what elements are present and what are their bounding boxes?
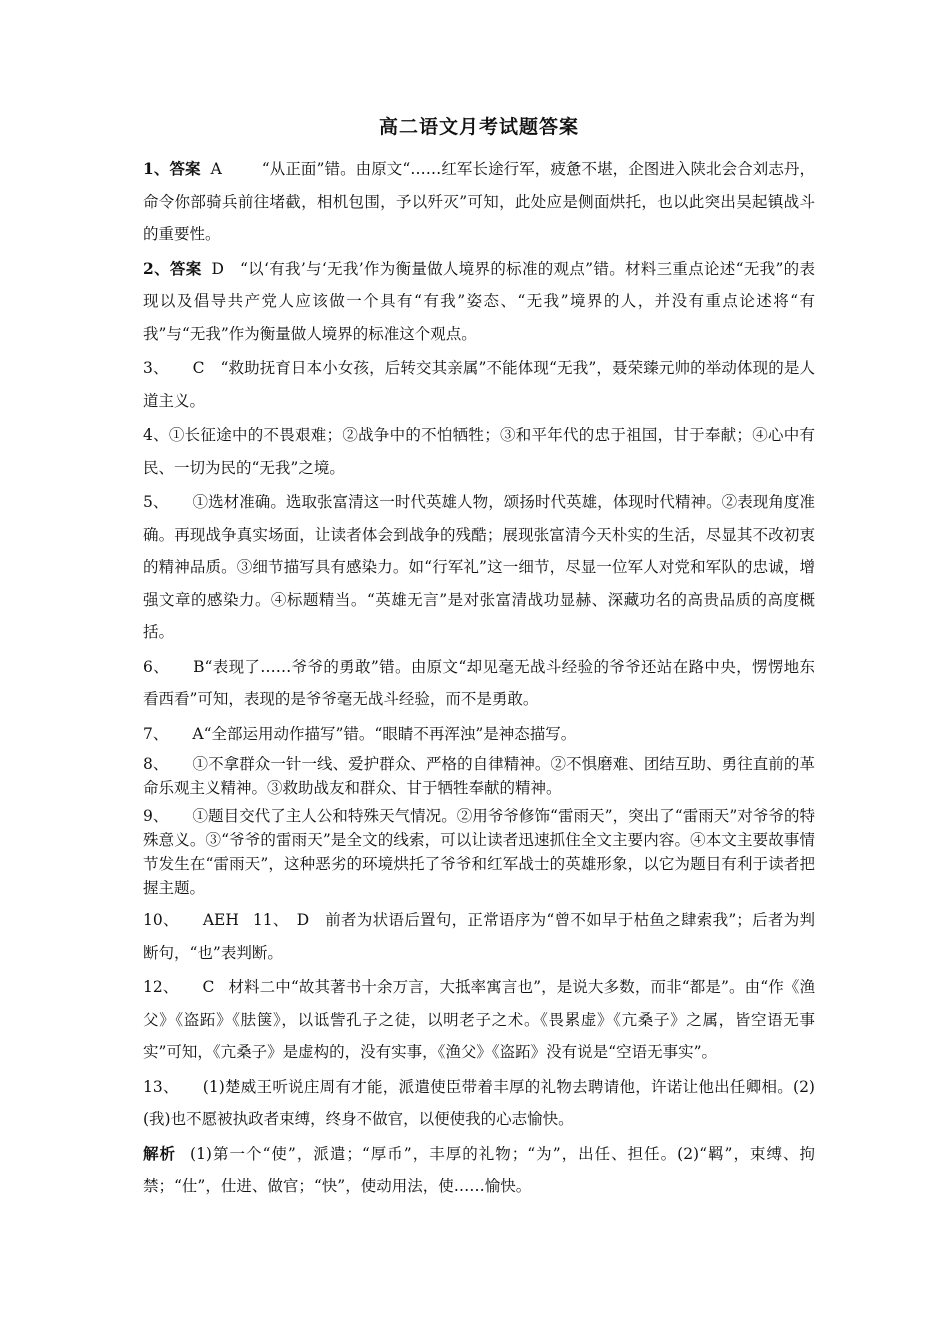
- answer-item-10-11: [143, 904, 815, 969]
- answer-item-13: [143, 1071, 815, 1136]
- answer-item-2: [143, 253, 815, 351]
- answer-sheet: [143, 112, 815, 1205]
- answer-text: ①长征途中的不畏艰难；②战争中的不怕牺牲；③和平年代的忠于祖国，甘于奉献；④心中有民、一切为民的“无我”之境。: [143, 426, 815, 477]
- page-title: 高二语文月考试题答案: [378, 116, 579, 138]
- item-number: 7、: [143, 724, 169, 743]
- answer-option: A: [192, 724, 204, 743]
- answer-text: ①选材准确。选取张富清这一时代英雄人物，颂扬时代英雄，体现时代精神。②表现角度准确。再现战争真实场面，让读者体会到战争的残酷；展现张富清今天朴实的生活，尽显其不改初衷的精神品质。③细节描写具有感染力。如“行军礼”这一细节，尽显一位军人对党和军队的忠诚，增强文章的感染力。④标题精当。“英雄无言”是对张富清战功显赫、深藏功名的高贵品质的高度概括。: [143, 493, 815, 641]
- answer-item-7: [143, 718, 815, 751]
- answer-item-1: [143, 153, 815, 251]
- answer-text: 材料二中“故其著书十余万言，大抵率寓言也”，是说大多数，而非“都是”。由“作《渔父》《盗跖》《胠箧》，以诋訾孔子之徒，以明老子之术。《畏累虚》《亢桑子》之属，皆空语无事实”可知，《亢桑子》是虚构的，没有实事，《渔父》《盗跖》没有说是“空语无事实”。: [143, 978, 815, 1061]
- analysis-label: 解析: [143, 1143, 177, 1163]
- answer-item-8: [143, 752, 815, 800]
- answer-item-5: [143, 486, 815, 649]
- answer-option: C: [192, 359, 205, 377]
- item-number: 9、: [143, 807, 169, 825]
- answer-text: ①不拿群众一针一线、爱护群众、严格的自律精神。②不惧磨难、团结互助、勇往直前的革命乐观主义精神。③救助战友和群众、甘于牺牲奉献的精神。: [143, 755, 815, 797]
- answer-item-3: [143, 352, 815, 417]
- answer-option: D: [211, 259, 224, 278]
- answer-text: “救助抚育日本小女孩，后转交其亲属”不能体现“无我”，聂荣臻元帅的举动体现的是人道主义。: [143, 359, 815, 410]
- answer-option: C: [202, 978, 215, 996]
- answer-text: 11、 D 前者为状语后置句，正常语序为“曾不如早于枯鱼之肆索我”；后者为判断句，“也”表判断。: [143, 911, 815, 962]
- answer-text: “全部运用动作描写”错。“眼睛不再浑浊”是神态描写。: [203, 724, 577, 743]
- item-number: 1、: [143, 159, 170, 178]
- item-number: 12、: [143, 978, 179, 996]
- answer-label: 答案: [169, 159, 201, 178]
- answer-text: “从正面”错。由原文“……红军长途行军，疲惫不堪，企图进入陕北会合刘志丹，命令你部骑兵前往堵截，相机包围，予以歼灭”可知，此处应是侧面烘托，也以此突出吴起镇战斗的重要性。: [143, 160, 815, 243]
- item-number: 13、: [143, 1077, 179, 1096]
- answer-item-9: [143, 804, 815, 900]
- item-number: 2、: [143, 258, 170, 278]
- item-number: 8、: [143, 755, 169, 773]
- answer-item-12: [143, 971, 815, 1069]
- answer-item-6: [143, 651, 815, 716]
- analysis-item: [143, 1138, 815, 1203]
- answer-option: AEH: [202, 911, 239, 929]
- answer-text: ①题目交代了主人公和特殊天气情况。②用爷爷修饰“雷雨天”，突出了“雷雨天”对爷爷的特殊意义。③“爷爷的雷雨天”是全文的线索，可以让读者迅速抓住全文主要内容。④本文主要故事情节发生在“雷雨天”，这种恶劣的环境烘托了爷爷和红军战士的英雄形象，以它为题目有利于读者把握主题。: [143, 807, 815, 897]
- item-number: 4、: [143, 426, 169, 444]
- answer-text: (1)楚威王听说庄周有才能，派遣使臣带着丰厚的礼物去聘请他，许诺让他出任卿相。(2)(我)也不愿被执政者束缚，终身不做官，以便使我的心志愉快。: [143, 1077, 815, 1128]
- answer-item-4: [143, 419, 815, 484]
- analysis-text: (1)第一个“使”，派遣；“厚币”，丰厚的礼物；“为”，出任、担任。(2)“羁”，束缚、拘禁；“仕”，仕进、做官；“快”，使动用法，使……愉快。: [143, 1144, 815, 1195]
- answer-text: “表现了……爷爷的勇敢”错。由原文“却见毫无战斗经验的爷爷还站在路中央，愣愣地东看西看”可知，表现的是爷爷毫无战斗经验，而不是勇敢。: [143, 657, 815, 708]
- item-number: 3、: [143, 359, 169, 377]
- item-number: 6、: [143, 657, 170, 676]
- item-number: 10、: [143, 911, 179, 929]
- answer-option: B: [193, 657, 205, 676]
- answer-label: 答案: [169, 258, 202, 278]
- answer-option: A: [210, 160, 222, 178]
- item-number: 5、: [143, 493, 169, 511]
- answer-text: “以‘有我’与‘无我’作为衡量做人境界的标准的观点”错。材料三重点论述“无我”的表现以及倡导共产党人应该做一个具有“有我”姿态、“无我”境界的人，并没有重点论述将“有我”与“无我”作为衡量做人境界的标准这个观点。: [143, 259, 815, 343]
